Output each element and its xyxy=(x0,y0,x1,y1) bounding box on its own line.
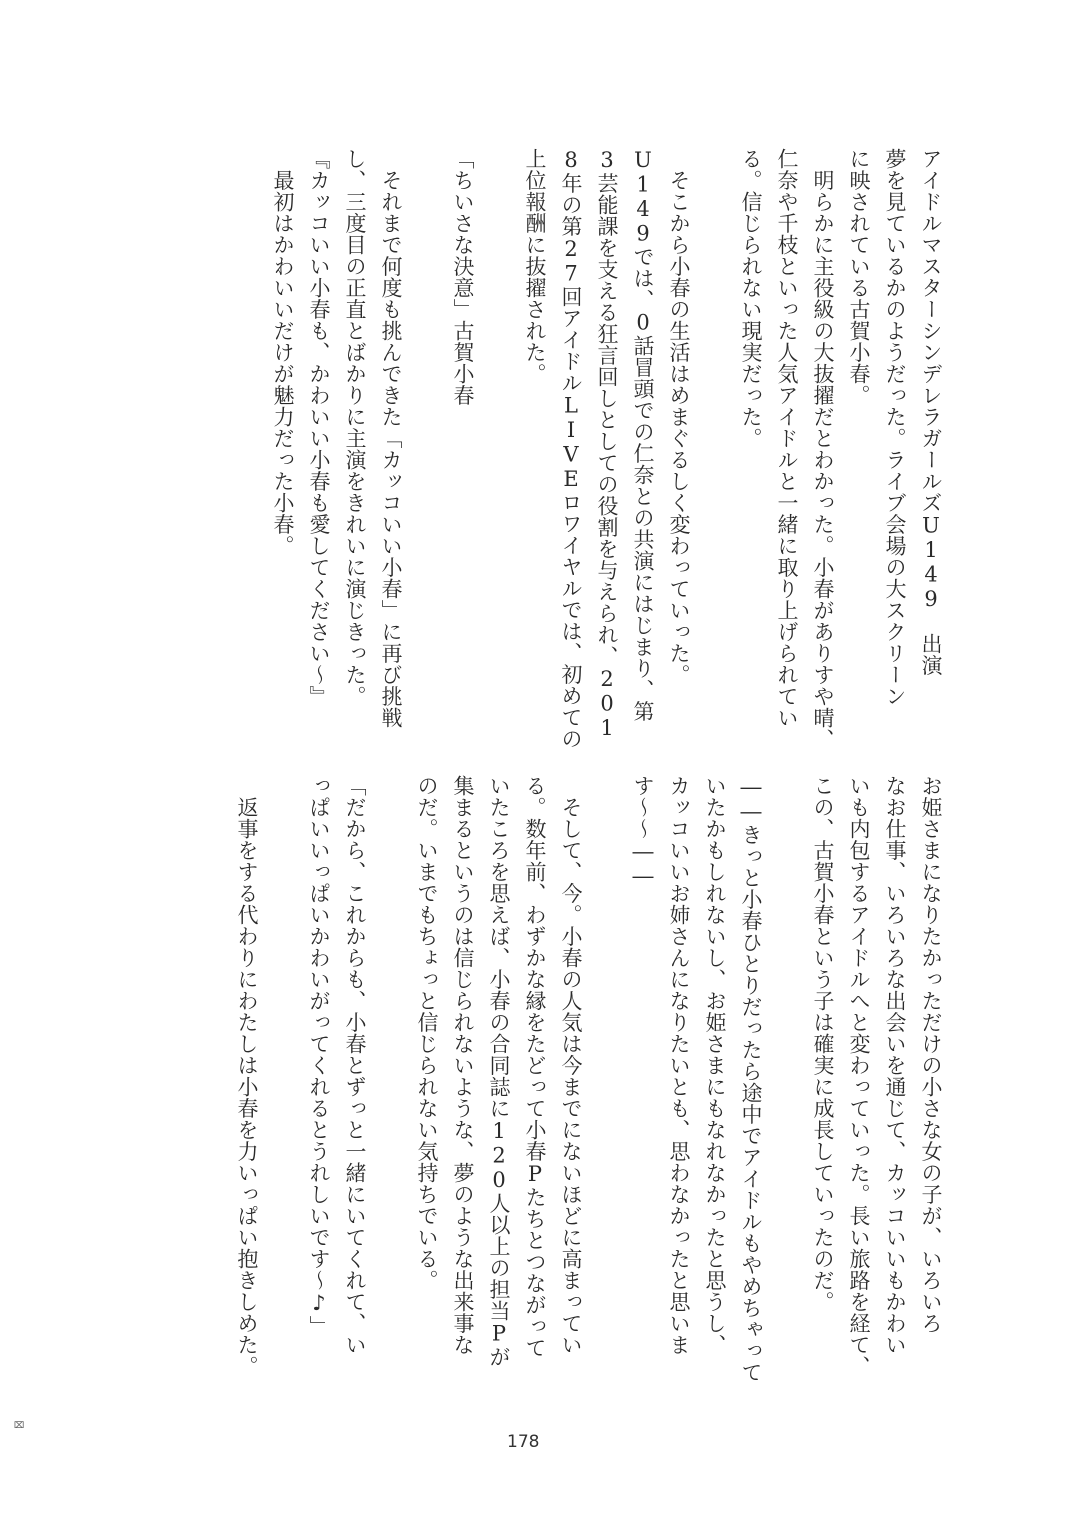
text-column: 返事をする代わりにわたしは小春を力いっぱい抱きしめた。 xyxy=(235,775,259,1377)
text-column: 8年の第27回アイドルLIVEロワイヤルでは、初めての xyxy=(559,148,583,750)
text-column: いも内包するアイドルへと変わっていった。長い旅路を経て、 xyxy=(847,775,871,1377)
text-column: いたころを思えば、小春の合同誌に120人以上の担当Pが xyxy=(487,775,511,1368)
text-column: っぱいいっぱいかわいがってくれるとうれしいです〜♪」 xyxy=(307,775,331,1337)
page-number: 178 xyxy=(507,1432,540,1452)
text-column: 上位報酬に抜擢された。 xyxy=(523,148,547,385)
text-column: アイドルマスターシンデレラガールズU149 出演 xyxy=(919,148,943,676)
text-column: なお仕事、いろいろな出会いを通じて、カッコいいもかわい xyxy=(883,775,907,1356)
text-column: 「ちいさな決意」古賀小春 xyxy=(451,148,475,406)
text-column: のだ。いまでもちょっと信じられない気持ちでいる。 xyxy=(415,775,439,1291)
text-column: お姫さまになりたかっただけの小さな女の子が、いろいろ xyxy=(919,775,943,1334)
text-column: る。信じられない現実だった。 xyxy=(739,148,763,449)
text-column: それまで何度も挑んできた「カッコいい小春」に再び挑戦 xyxy=(379,148,403,729)
text-column: この、古賀小春という子は確実に成長していったのだ。 xyxy=(811,775,835,1313)
text-column: 最初はかわいいだけが魅力だった小春。 xyxy=(271,148,295,557)
text-column: 「だから、これからも、小春とずっと一緒にいてくれて、い xyxy=(343,775,367,1356)
edge-mark: ⌧ xyxy=(14,1421,24,1431)
text-column: 3芸能課を支える狂言回しとしての役割を与えられ、201 xyxy=(595,148,619,741)
lower-text-block xyxy=(124,775,944,1400)
text-column: ――きっと小春ひとりだったら途中でアイドルもやめちゃって xyxy=(739,775,763,1383)
text-column: いたかもしれないし、お姫さまにもなれなかったと思うし、 xyxy=(703,775,727,1356)
text-column: 夢を見ているかのようだった。ライブ会場の大スクリーン xyxy=(883,148,907,707)
text-column: そこから小春の生活はめまぐるしく変わっていった。 xyxy=(667,148,691,686)
text-column: U149では、0話冒頭での仁奈との共演にはじまり、第 xyxy=(631,148,655,722)
text-column: カッコいいお姉さんになりたいとも、思わなかったと思いま xyxy=(667,775,691,1356)
upper-text-block xyxy=(124,148,944,750)
text-column: 『カッコいい小春も、かわいい小春も愛してください〜』 xyxy=(307,148,331,707)
text-column: し、三度目の正直とばかりに主演をきれいに演じきった。 xyxy=(343,148,367,707)
text-column: 明らかに主役級の大抜擢だとわかった。小春がありすや晴、 xyxy=(811,148,835,750)
text-column: す〜〜―― xyxy=(631,775,655,889)
text-column: に映されている古賀小春。 xyxy=(847,148,871,406)
text-column: 集まるというのは信じられないような、夢のような出来事な xyxy=(451,775,475,1356)
text-column: そして、今。小春の人気は今までにないほどに高まってい xyxy=(559,775,583,1356)
text-column: 仁奈や千枝といった人気アイドルと一緒に取り上げられてい xyxy=(775,148,799,729)
text-column: る。数年前、わずかな縁をたどって小春Pたちとつながって xyxy=(523,775,547,1359)
